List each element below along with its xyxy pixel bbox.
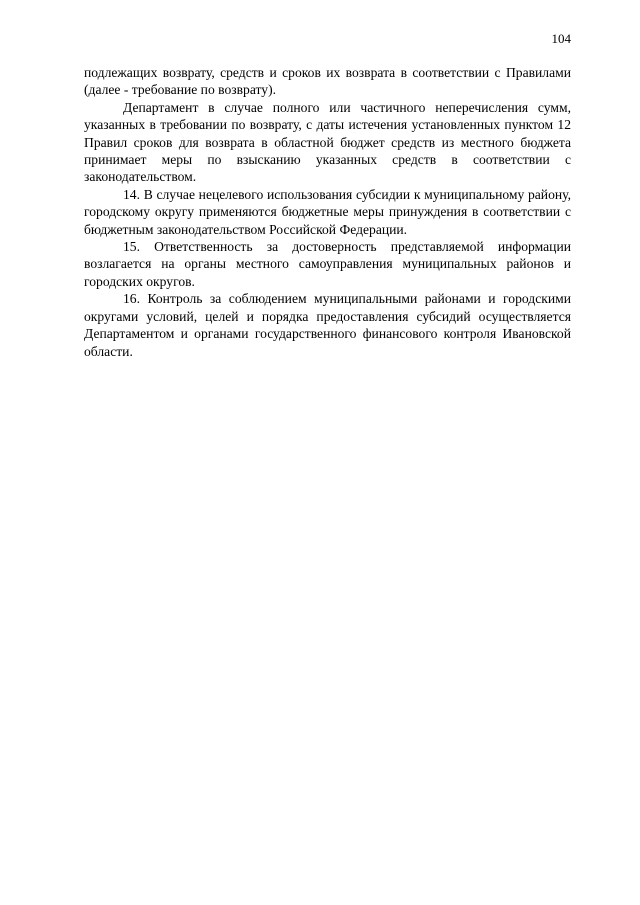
document-body — [84, 64, 571, 360]
paragraph-16: 16. Контроль за соблюдением муниципальными районами и городскими округами условий, целей и порядка предоставления субсидий осуществляется Департаментом и органами государственного финансового контроля Ивановской области. — [84, 291, 571, 359]
paragraph-continuation: подлежащих возврату, средств и сроков их возврата в соответствии с Правилами (далее - требование по возврату). — [84, 65, 571, 98]
page-number: 104 — [551, 31, 571, 46]
paragraph-14: 14. В случае нецелевого использования субсидии к муниципальному району, городскому округу применяются бюджетные меры принуждения в соответствии с бюджетным законодательством Российской Федерации. — [84, 186, 571, 237]
paragraph-15: 15. Ответственность за достоверность представляемой информации возлагается на органы местного самоуправления муниципальных районов и городских округов. — [84, 239, 571, 289]
paragraph-department-recovery: Департамент в случае полного или частичного неперечисления сумм, указанных в требовании по возврату, с даты истечения установленных пунктом 12 Правил сроков для возврата в областной бюджет средств из местного бюджета принимает меры по взысканию указанных средств в соответствии с законодательством. — [84, 99, 571, 185]
